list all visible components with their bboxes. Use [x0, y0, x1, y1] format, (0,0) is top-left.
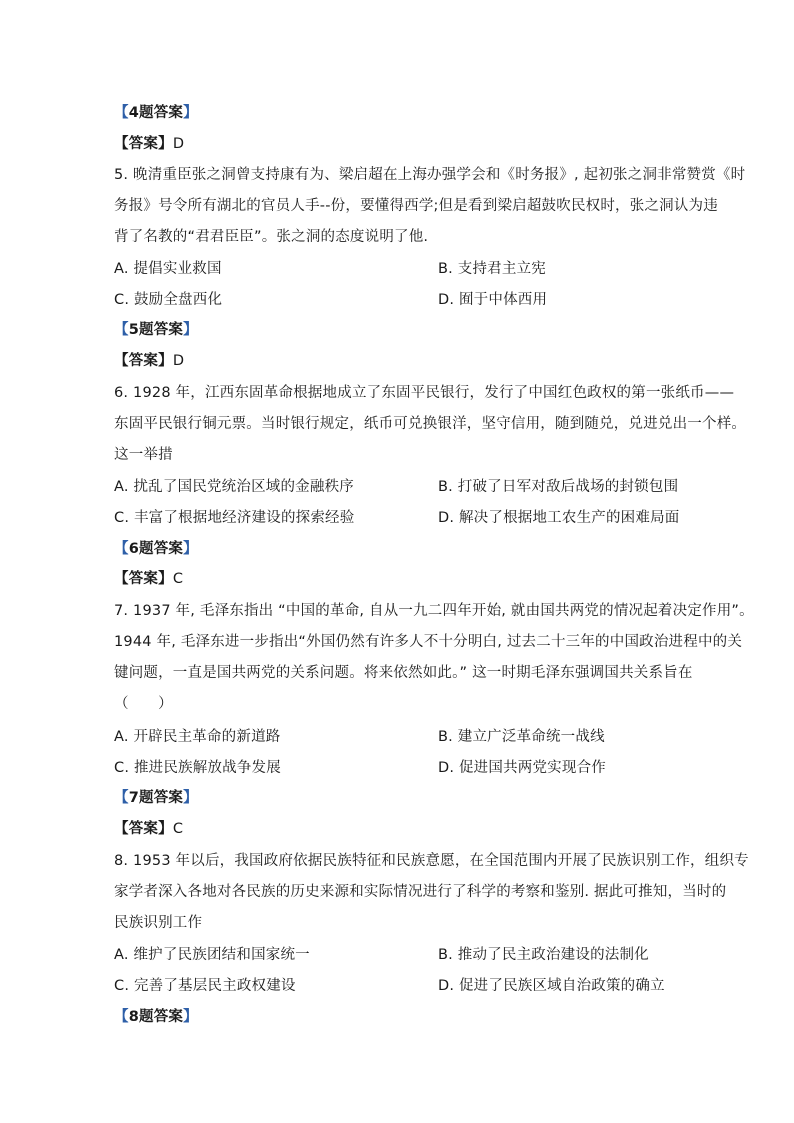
q5-answer-header: [114, 320, 198, 340]
q5-stem-line-3: 背了名教的“君君臣臣”。张之洞的态度说明了他.: [114, 229, 429, 245]
answer-label: 【答案】: [114, 353, 173, 369]
q6-stem-line-2: 东固平民银行铜元票。当时银行规定，纸币可兑换银洋，坚守信用，随到随兑，兑进兑出一个样。: [114, 416, 747, 432]
q4-answer-header: [114, 103, 198, 123]
q6-answer-header: [114, 539, 198, 559]
q5-option-d: D. 囿于中体西用: [438, 292, 548, 308]
q8-option-c: C. 完善了基层民主政权建设: [114, 978, 296, 994]
q5-stem-line-1: 5. 晚清重臣张之洞曾支持康有为、梁启超在上海办强学会和《时务报》, 起初张之洞非常赞赏《时: [114, 167, 746, 183]
q7-option-c: C. 推进民族解放战争发展: [114, 760, 281, 776]
bracket-right: 】: [183, 541, 198, 557]
q7-option-d: D. 促进国共两党实现合作: [438, 760, 606, 776]
q5-option-b: B. 支持君主立宪: [438, 261, 546, 277]
answer-value: C: [172, 571, 184, 587]
q6-stem-line-3: 这一举措: [114, 447, 173, 463]
q7-stem-line-2: 1944 年, 毛泽东进一步指出“外国仍然有许多人不十分明白, 过去二十三年的中国政治进程中的关: [114, 634, 743, 650]
header-text: 5题答案: [128, 322, 184, 338]
answer-label: 【答案】: [114, 571, 173, 587]
answer-value: D: [172, 136, 185, 152]
answer-value: D: [172, 353, 185, 369]
bracket-left: 【: [114, 105, 129, 121]
q7-answer-line: [114, 819, 183, 839]
q8-option-d: D. 促进了民族区域自治政策的确立: [438, 978, 665, 994]
bracket-right: 】: [183, 322, 198, 338]
q5-stem-line-2: 务报》号令所有湖北的官员人手--份，要懂得西学;但是看到梁启超鼓吹民权时，张之洞认为违: [114, 198, 718, 214]
q7-option-b: B. 建立广泛革命统一战线: [438, 729, 605, 745]
q5-option-c: C. 鼓励全盘西化: [114, 292, 223, 308]
q6-option-a: A. 扰乱了国民党统治区域的金融秩序: [114, 479, 354, 495]
q8-answer-header: [114, 1007, 198, 1027]
q7-answer-header: [114, 788, 198, 808]
q6-stem-line-1: 6. 1928 年，江西东固革命根据地成立了东固平民银行，发行了中国红色政权的第一张纸币——: [114, 385, 735, 401]
bracket-left: 【: [114, 541, 129, 557]
bracket-left: 【: [114, 322, 129, 338]
q6-answer-line: [114, 569, 183, 589]
answer-value: C: [172, 821, 184, 837]
q5-option-a: A. 提倡实业救国: [114, 261, 222, 277]
q7-stem-line-3: 键问题，一直是国共两党的关系问题。将来依然如此。” 这一时期毛泽东强调国共关系旨在: [114, 665, 693, 681]
q6-option-d: D. 解决了根据地工农生产的困难局面: [438, 510, 680, 526]
bracket-left: 【: [114, 1009, 129, 1025]
q8-option-b: B. 推动了民主政治建设的法制化: [438, 947, 649, 963]
bracket-left: 【: [114, 790, 129, 806]
bracket-right: 】: [183, 105, 198, 121]
bracket-right: 】: [183, 790, 198, 806]
q8-option-a: A. 维护了民族团结和国家统一: [114, 947, 310, 963]
q7-stem-line-1: 7. 1937 年, 毛泽东指出 “中国的革命, 自从一九二四年开始, 就由国共两党的情况起着决定作用”。: [114, 603, 754, 619]
answer-label: 【答案】: [114, 136, 173, 152]
q7-stem-line-4: （ ）: [114, 696, 173, 712]
q8-stem-line-1: 8. 1953 年以后，我国政府依据民族特征和民族意愿，在全国范围内开展了民族识别工作，组织专: [114, 853, 749, 869]
header-text: 8题答案: [128, 1009, 184, 1025]
q8-stem-line-2: 家学者深入各地对各民族的历史来源和实际情况进行了科学的考察和鉴别. 据此可推知，当时的: [114, 884, 727, 900]
bracket-right: 】: [183, 1009, 198, 1025]
q8-stem-line-3: 民族识别工作: [114, 915, 203, 931]
answer-label: 【答案】: [114, 821, 173, 837]
q4-answer-line: [114, 134, 184, 154]
q6-option-c: C. 丰富了根据地经济建设的探索经验: [114, 510, 355, 526]
q5-answer-line: [114, 351, 184, 371]
header-text: 7题答案: [128, 790, 184, 806]
header-text: 4题答案: [128, 105, 184, 121]
q7-option-a: A. 开辟民主革命的新道路: [114, 729, 281, 745]
header-text: 6题答案: [128, 541, 184, 557]
q6-option-b: B. 打破了日军对敌后战场的封锁包围: [438, 479, 679, 495]
